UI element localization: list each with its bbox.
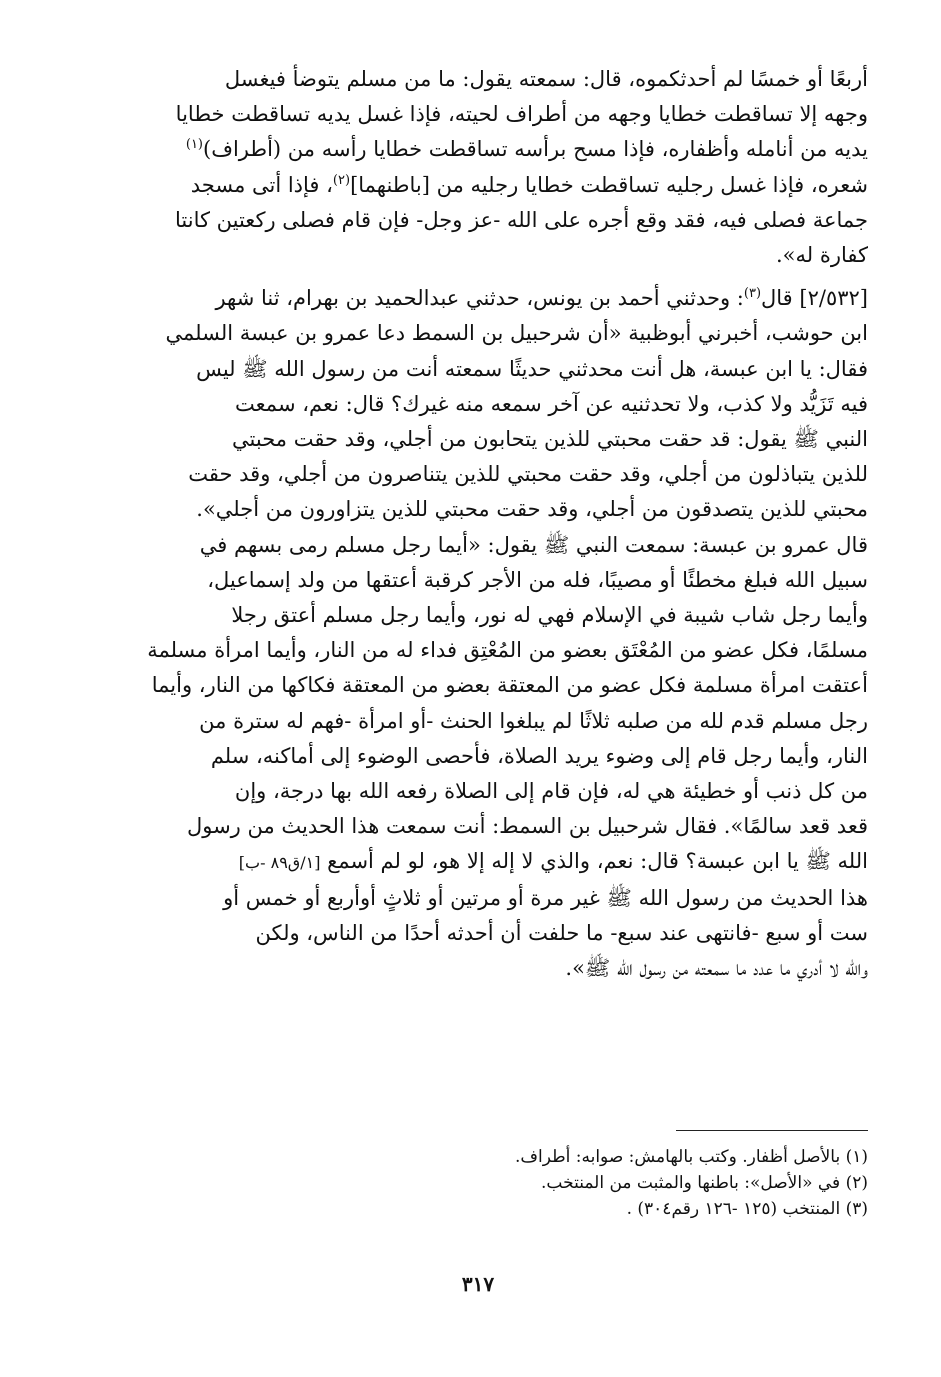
text-line: أعتقت امرأة مسلمة فكل عضو من المعتقة بعضو من المعتقة فكاكها من النار، وأيما <box>151 673 868 698</box>
text-line: كفارة له». <box>775 243 868 268</box>
text-line: والله لا أدري ما عدد ما سمعته من رسول الله ﷺ». <box>565 956 868 981</box>
text-line: هذا الحديث من رسول الله ﷺ غير مرة أو مرتين أو ثلاثٍ أوأربع أو خمس أو <box>223 885 868 910</box>
text-line: قعد قعد سالمًا». فقال شرحبيل بن السمط: أنت سمعت هذا الحديث من رسول <box>186 814 868 839</box>
text-line <box>88 132 868 167</box>
text-line: رجل مسلم قدم لله من صلبه ثلاثًا لم يبلغوا الحنث -أو امرأة -فهم له سترة من <box>199 708 868 733</box>
footnote-ref: (٢) <box>332 172 351 188</box>
text-line: النبي ﷺ يقول: قد حقت محبتي للذين يتحابون من أجلي، وقد حقت محبتي <box>232 427 868 452</box>
text-segment: ، فإذا أتى مسجد <box>190 172 333 197</box>
footnote: (٣) المنتخب (١٢٥ -١٢٦ رقم٣٠٤) . <box>626 1199 868 1219</box>
footnotes <box>88 1144 868 1222</box>
text-line: النار، وأيما رجل قام إلى وضوء يريد الصلاة، فأحصى الوضوء إلى أماكنه، سلم <box>210 743 868 768</box>
text-line: سبيل الله فبلغ مخطئًا أو مصيبًا، فله من الأجر كرقبة أعتقها من ولد إسماعيل، <box>207 567 868 592</box>
text-segment: يديه من أنامله وأظفاره، فإذا مسح برأسه تساقطت خطايا رأسه من (أطراف) <box>203 137 868 162</box>
text-line: ست أو سبع -فانتهى عند سبع- ما حلفت أن أحدثه أحدًا من الناس، ولكن <box>255 920 868 945</box>
text-segment: : وحدثني أحمد بن يونس، حدثني عبدالحميد بن بهرام، ثنا شهر <box>215 286 744 311</box>
text-line: وأيما رجل شاب شيبة في الإسلام فهي له نور، وأيما رجل مسلم أعتق رجلا <box>231 603 868 628</box>
footnote: (٢) في «الأصل»: باطنها والمثبت من المنتخب. <box>541 1173 868 1193</box>
text-line: من كل ذنب أو خطيئة هي له، فإن قام إلى الصلاة رفعه الله بها درجة، وإن <box>234 779 868 804</box>
text-line: مسلمًا، فكل عضو من المُعْتَق بعضو من المُعْتِق فداء له من النار، وأيما امرأة مسلمة <box>147 638 868 663</box>
text-segment: شعره، فإذا غسل رجليه تساقطت خطايا رجليه من [باطنهما] <box>350 172 868 197</box>
text-line: فيه تَزَيُّد ولا كذب، ولا تحدثنيه عن آخر سمعه منه غيرك؟ قال: نعم، سمعت <box>235 391 868 416</box>
page-number: ٣١٧ <box>461 1272 495 1296</box>
text-line: أربعًا أو خمسًا لم أحدثكموه، قال: سمعته يقول: ما من مسلم يتوضأ فيغسل <box>224 67 868 91</box>
hadith-number: [٢/٥٣٢] قال <box>761 286 868 311</box>
text-line: وجهه إلا تساقطت خطايا وجهه من أطراف لحيته، فإذا غسل يديه تساقطت خطايا <box>175 102 868 127</box>
text-line: ابن حوشب، أخبرني أبوظبية «أن شرحبيل بن السمط دعا عمرو بن عبسة السلمي <box>165 321 868 346</box>
paragraph-1 <box>88 62 868 273</box>
footnote: (١) بالأصل أظفار. وكتب بالهامش: صوابه: أطراف. <box>514 1147 868 1167</box>
text-line: محبتي للذين يتصدقون من أجلي، وقد حقت محبتي للذين يتزاورون من أجلي». <box>196 497 868 522</box>
footnote-divider <box>676 1130 868 1131</box>
text-line: جماعة فصلى فيه، فقد وقع أجره على الله -عز وجل- فإن قام فصلى ركعتين كانتا <box>175 207 868 232</box>
manuscript-marker: [١/ق٨٩ -ب] <box>238 853 321 873</box>
book-page <box>88 62 868 1342</box>
paragraph-2 <box>88 281 868 986</box>
text-segment: الله ﷺ يا ابن عبسة؟ قال: نعم، والذي لا إله إلا هو، لو لم أسمع <box>327 849 868 874</box>
text-line <box>88 281 868 316</box>
text-line: قال عمرو بن عبسة: سمعت النبي ﷺ يقول: «أيما رجل مسلم رمى بسهم في <box>199 532 868 557</box>
text-line: للذين يتباذلون من أجلي، وقد حقت محبتي للذين يتناصرون من أجلي، وقد حقت <box>188 462 868 487</box>
text-line <box>88 844 868 880</box>
text-line <box>88 168 868 203</box>
footnote-ref: (١) <box>185 137 203 153</box>
footnote-ref: (٣) <box>743 286 762 302</box>
main-text <box>88 62 868 986</box>
text-line: فقال: يا ابن عبسة، هل أنت محدثني حديثًا سمعته أنت من رسول الله ﷺ ليس <box>196 356 868 381</box>
